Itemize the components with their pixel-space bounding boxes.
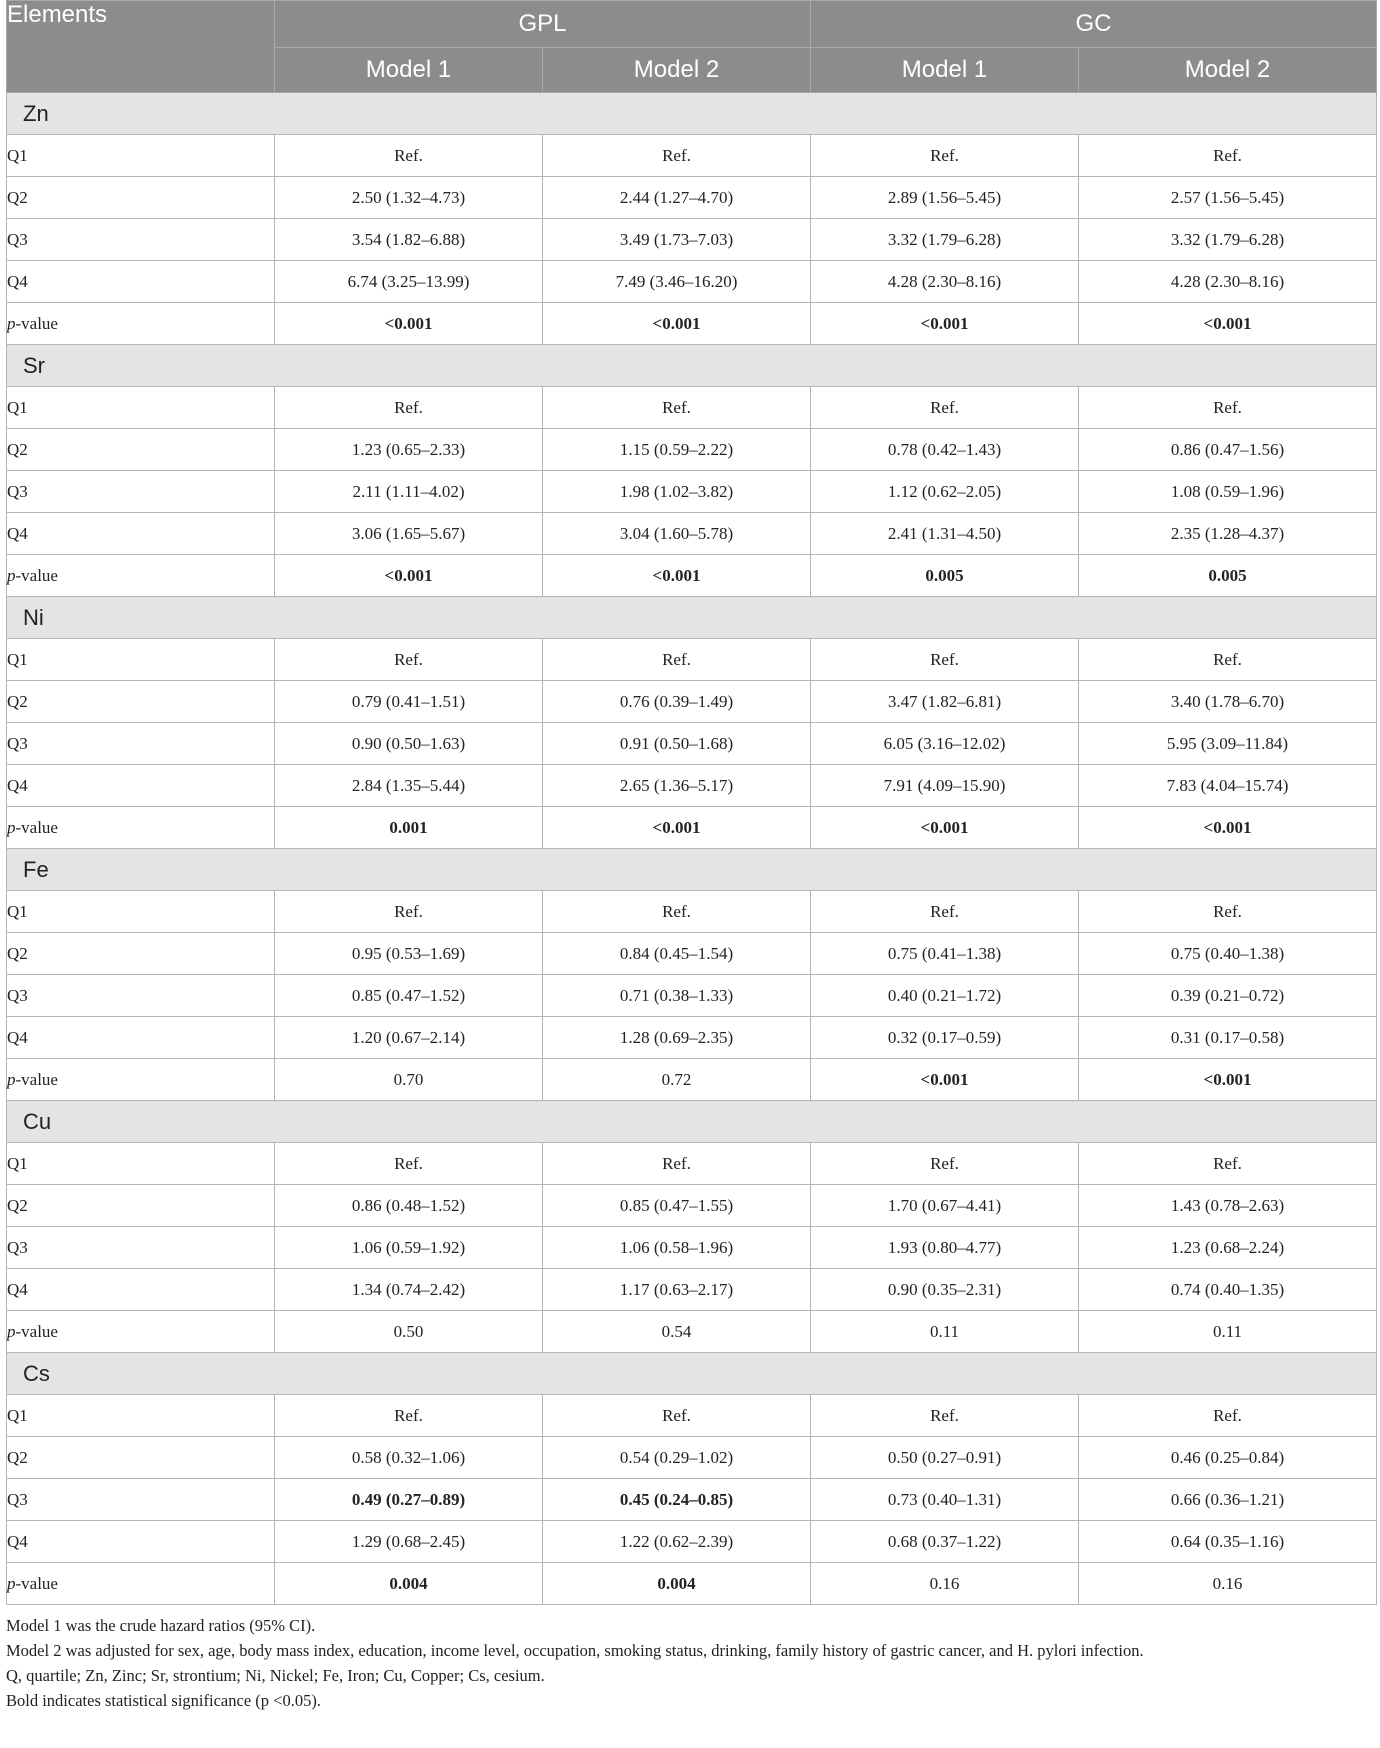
value-cell: Ref. — [811, 1143, 1079, 1185]
value-cell: Ref. — [275, 135, 543, 177]
value-cell: 0.90 (0.35–2.31) — [811, 1269, 1079, 1311]
quartile-label: Q4 — [7, 1521, 275, 1563]
value-cell: 1.70 (0.67–4.41) — [811, 1185, 1079, 1227]
elements-header: Elements — [7, 1, 275, 93]
model-header-gpl-2: Model 2 — [543, 48, 811, 93]
footnote: Q, quartile; Zn, Zinc; Sr, strontium; Ni, Nickel; Fe, Iron; Cu, Copper; Cs, cesium. — [6, 1666, 545, 1685]
value-cell: 7.83 (4.04–15.74) — [1079, 765, 1377, 807]
value-cell: 1.34 (0.74–2.42) — [275, 1269, 543, 1311]
value-cell: 0.85 (0.47–1.55) — [543, 1185, 811, 1227]
section-row-cs — [7, 1353, 1377, 1395]
table-row — [7, 219, 1377, 261]
value-cell: 0.84 (0.45–1.54) — [543, 933, 811, 975]
value-cell: Ref. — [1079, 1143, 1377, 1185]
value-cell: Ref. — [811, 387, 1079, 429]
section-row-zn — [7, 93, 1377, 135]
quartile-label: Q4 — [7, 513, 275, 555]
value-cell: 1.15 (0.59–2.22) — [543, 429, 811, 471]
value-cell: 6.74 (3.25–13.99) — [275, 261, 543, 303]
quartile-label: Q2 — [7, 681, 275, 723]
value-cell: 0.73 (0.40–1.31) — [811, 1479, 1079, 1521]
value-cell: <0.001 — [1079, 1059, 1377, 1101]
value-cell: 0.71 (0.38–1.33) — [543, 975, 811, 1017]
table-row — [7, 1185, 1377, 1227]
table-row — [7, 1143, 1377, 1185]
p-value-label: p-value — [7, 1311, 275, 1353]
value-cell: Ref. — [543, 135, 811, 177]
value-cell: 0.58 (0.32–1.06) — [275, 1437, 543, 1479]
p-value-label: p-value — [7, 555, 275, 597]
value-cell: <0.001 — [1079, 807, 1377, 849]
p-value-label: p-value — [7, 303, 275, 345]
value-cell: 0.40 (0.21–1.72) — [811, 975, 1079, 1017]
value-cell: 7.91 (4.09–15.90) — [811, 765, 1079, 807]
hazard-ratio-table — [6, 0, 1377, 1605]
value-cell: 1.23 (0.65–2.33) — [275, 429, 543, 471]
value-cell: 0.90 (0.50–1.63) — [275, 723, 543, 765]
value-cell: Ref. — [543, 1143, 811, 1185]
value-cell: 0.004 — [543, 1563, 811, 1605]
value-cell: 0.54 — [543, 1311, 811, 1353]
value-cell: 0.001 — [275, 807, 543, 849]
value-cell: 0.005 — [1079, 555, 1377, 597]
value-cell: 2.11 (1.11–4.02) — [275, 471, 543, 513]
table-row — [7, 135, 1377, 177]
value-cell: Ref. — [543, 387, 811, 429]
table-row — [7, 555, 1377, 597]
value-cell: 1.22 (0.62–2.39) — [543, 1521, 811, 1563]
table-row — [7, 1311, 1377, 1353]
table-row — [7, 975, 1377, 1017]
quartile-label: Q4 — [7, 1269, 275, 1311]
value-cell: <0.001 — [275, 555, 543, 597]
table-row — [7, 387, 1377, 429]
table-row — [7, 1017, 1377, 1059]
table-row — [7, 933, 1377, 975]
value-cell: 3.32 (1.79–6.28) — [1079, 219, 1377, 261]
quartile-label: Q1 — [7, 1143, 275, 1185]
value-cell: 3.54 (1.82–6.88) — [275, 219, 543, 261]
table-row — [7, 261, 1377, 303]
value-cell: 0.31 (0.17–0.58) — [1079, 1017, 1377, 1059]
value-cell: 0.64 (0.35–1.16) — [1079, 1521, 1377, 1563]
section-row-fe — [7, 849, 1377, 891]
value-cell: 0.72 — [543, 1059, 811, 1101]
value-cell: Ref. — [543, 1395, 811, 1437]
quartile-label: Q1 — [7, 639, 275, 681]
table-row — [7, 1563, 1377, 1605]
group-header-gc: GC — [811, 1, 1377, 48]
value-cell: Ref. — [543, 639, 811, 681]
value-cell: Ref. — [1079, 1395, 1377, 1437]
value-cell: Ref. — [275, 387, 543, 429]
value-cell: 0.68 (0.37–1.22) — [811, 1521, 1079, 1563]
value-cell: 0.54 (0.29–1.02) — [543, 1437, 811, 1479]
value-cell: 0.85 (0.47–1.52) — [275, 975, 543, 1017]
value-cell: 4.28 (2.30–8.16) — [811, 261, 1079, 303]
value-cell: 0.50 (0.27–0.91) — [811, 1437, 1079, 1479]
section-title: Cs — [7, 1353, 1377, 1395]
value-cell: 0.46 (0.25–0.84) — [1079, 1437, 1377, 1479]
value-cell: 2.84 (1.35–5.44) — [275, 765, 543, 807]
value-cell: 2.50 (1.32–4.73) — [275, 177, 543, 219]
footnote: Bold indicates statistical significance (p <0.05). — [6, 1691, 321, 1710]
value-cell: 0.78 (0.42–1.43) — [811, 429, 1079, 471]
value-cell: 3.06 (1.65–5.67) — [275, 513, 543, 555]
table-footnotes — [6, 1613, 1376, 1713]
value-cell: 1.93 (0.80–4.77) — [811, 1227, 1079, 1269]
value-cell: Ref. — [1079, 135, 1377, 177]
table-row — [7, 1227, 1377, 1269]
value-cell: 0.005 — [811, 555, 1079, 597]
value-cell: <0.001 — [811, 807, 1079, 849]
p-value-label: p-value — [7, 1563, 275, 1605]
value-cell: 5.95 (3.09–11.84) — [1079, 723, 1377, 765]
value-cell: 2.35 (1.28–4.37) — [1079, 513, 1377, 555]
value-cell: 1.98 (1.02–3.82) — [543, 471, 811, 513]
value-cell: 3.47 (1.82–6.81) — [811, 681, 1079, 723]
value-cell: 1.08 (0.59–1.96) — [1079, 471, 1377, 513]
value-cell: Ref. — [275, 891, 543, 933]
table-row — [7, 513, 1377, 555]
table-body — [7, 93, 1377, 1605]
section-row-ni — [7, 597, 1377, 639]
quartile-label: Q4 — [7, 765, 275, 807]
quartile-label: Q1 — [7, 891, 275, 933]
table-header — [7, 1, 1377, 93]
value-cell: <0.001 — [811, 1059, 1079, 1101]
value-cell: 7.49 (3.46–16.20) — [543, 261, 811, 303]
group-header-gpl: GPL — [275, 1, 811, 48]
table-row — [7, 1479, 1377, 1521]
section-title: Sr — [7, 345, 1377, 387]
value-cell: 0.32 (0.17–0.59) — [811, 1017, 1079, 1059]
quartile-label: Q4 — [7, 1017, 275, 1059]
section-title: Ni — [7, 597, 1377, 639]
table-row — [7, 681, 1377, 723]
footnote: Model 2 was adjusted for sex, age, body mass index, education, income level, occupation, smoking status, drinking, family history of gastric cancer, and H. pylori infection. — [6, 1641, 1144, 1660]
table-row — [7, 1437, 1377, 1479]
value-cell: 0.91 (0.50–1.68) — [543, 723, 811, 765]
value-cell: 3.32 (1.79–6.28) — [811, 219, 1079, 261]
header-row-groups — [7, 1, 1377, 48]
value-cell: 0.004 — [275, 1563, 543, 1605]
quartile-label: Q3 — [7, 723, 275, 765]
value-cell: <0.001 — [275, 303, 543, 345]
value-cell: 3.04 (1.60–5.78) — [543, 513, 811, 555]
section-title: Cu — [7, 1101, 1377, 1143]
quartile-label: Q1 — [7, 135, 275, 177]
quartile-label: Q3 — [7, 219, 275, 261]
value-cell: 0.11 — [811, 1311, 1079, 1353]
value-cell: 2.57 (1.56–5.45) — [1079, 177, 1377, 219]
section-title: Zn — [7, 93, 1377, 135]
value-cell: Ref. — [1079, 639, 1377, 681]
value-cell: <0.001 — [811, 303, 1079, 345]
table-row — [7, 723, 1377, 765]
value-cell: Ref. — [1079, 891, 1377, 933]
value-cell: 0.70 — [275, 1059, 543, 1101]
value-cell: 0.74 (0.40–1.35) — [1079, 1269, 1377, 1311]
value-cell: 1.06 (0.59–1.92) — [275, 1227, 543, 1269]
table-row — [7, 1521, 1377, 1563]
quartile-label: Q2 — [7, 429, 275, 471]
table-row — [7, 1395, 1377, 1437]
table-row — [7, 1059, 1377, 1101]
value-cell: Ref. — [811, 1395, 1079, 1437]
value-cell: Ref. — [811, 639, 1079, 681]
value-cell: 1.17 (0.63–2.17) — [543, 1269, 811, 1311]
table-row — [7, 765, 1377, 807]
model-header-gc-1: Model 1 — [811, 48, 1079, 93]
table-row — [7, 429, 1377, 471]
quartile-label: Q3 — [7, 1479, 275, 1521]
value-cell: 0.66 (0.36–1.21) — [1079, 1479, 1377, 1521]
value-cell: 3.40 (1.78–6.70) — [1079, 681, 1377, 723]
value-cell: Ref. — [1079, 387, 1377, 429]
quartile-label: Q3 — [7, 471, 275, 513]
value-cell: 0.79 (0.41–1.51) — [275, 681, 543, 723]
value-cell: 0.16 — [811, 1563, 1079, 1605]
value-cell: 0.50 — [275, 1311, 543, 1353]
p-value-label: p-value — [7, 1059, 275, 1101]
quartile-label: Q2 — [7, 1185, 275, 1227]
value-cell: 0.75 (0.41–1.38) — [811, 933, 1079, 975]
value-cell: 0.86 (0.48–1.52) — [275, 1185, 543, 1227]
value-cell: 0.76 (0.39–1.49) — [543, 681, 811, 723]
table-row — [7, 471, 1377, 513]
table-figure — [6, 0, 1376, 1713]
value-cell: <0.001 — [1079, 303, 1377, 345]
quartile-label: Q3 — [7, 1227, 275, 1269]
model-header-gc-2: Model 2 — [1079, 48, 1377, 93]
value-cell: 1.28 (0.69–2.35) — [543, 1017, 811, 1059]
table-row — [7, 639, 1377, 681]
quartile-label: Q4 — [7, 261, 275, 303]
footnote: Model 1 was the crude hazard ratios (95% CI). — [6, 1616, 316, 1635]
value-cell: 0.75 (0.40–1.38) — [1079, 933, 1377, 975]
value-cell: 2.41 (1.31–4.50) — [811, 513, 1079, 555]
value-cell: 0.16 — [1079, 1563, 1377, 1605]
value-cell: 0.86 (0.47–1.56) — [1079, 429, 1377, 471]
value-cell: 2.65 (1.36–5.17) — [543, 765, 811, 807]
section-title: Fe — [7, 849, 1377, 891]
value-cell: 0.49 (0.27–0.89) — [275, 1479, 543, 1521]
value-cell: 0.11 — [1079, 1311, 1377, 1353]
section-row-sr — [7, 345, 1377, 387]
value-cell: Ref. — [275, 1143, 543, 1185]
value-cell: Ref. — [811, 891, 1079, 933]
quartile-label: Q2 — [7, 177, 275, 219]
value-cell: 1.29 (0.68–2.45) — [275, 1521, 543, 1563]
model-header-gpl-1: Model 1 — [275, 48, 543, 93]
value-cell: <0.001 — [543, 555, 811, 597]
quartile-label: Q1 — [7, 387, 275, 429]
p-value-label: p-value — [7, 807, 275, 849]
value-cell: 0.95 (0.53–1.69) — [275, 933, 543, 975]
table-row — [7, 807, 1377, 849]
value-cell: Ref. — [275, 1395, 543, 1437]
value-cell: 0.45 (0.24–0.85) — [543, 1479, 811, 1521]
value-cell: Ref. — [543, 891, 811, 933]
table-row — [7, 303, 1377, 345]
value-cell: <0.001 — [543, 303, 811, 345]
value-cell: 1.43 (0.78–2.63) — [1079, 1185, 1377, 1227]
value-cell: 6.05 (3.16–12.02) — [811, 723, 1079, 765]
value-cell: 4.28 (2.30–8.16) — [1079, 261, 1377, 303]
value-cell: 1.12 (0.62–2.05) — [811, 471, 1079, 513]
value-cell: 2.89 (1.56–5.45) — [811, 177, 1079, 219]
value-cell: Ref. — [275, 639, 543, 681]
table-row — [7, 177, 1377, 219]
value-cell: 1.23 (0.68–2.24) — [1079, 1227, 1377, 1269]
value-cell: 3.49 (1.73–7.03) — [543, 219, 811, 261]
section-row-cu — [7, 1101, 1377, 1143]
quartile-label: Q2 — [7, 933, 275, 975]
value-cell: <0.001 — [543, 807, 811, 849]
quartile-label: Q1 — [7, 1395, 275, 1437]
quartile-label: Q2 — [7, 1437, 275, 1479]
table-row — [7, 891, 1377, 933]
value-cell: 1.20 (0.67–2.14) — [275, 1017, 543, 1059]
table-row — [7, 1269, 1377, 1311]
value-cell: Ref. — [811, 135, 1079, 177]
value-cell: 1.06 (0.58–1.96) — [543, 1227, 811, 1269]
value-cell: 0.39 (0.21–0.72) — [1079, 975, 1377, 1017]
value-cell: 2.44 (1.27–4.70) — [543, 177, 811, 219]
quartile-label: Q3 — [7, 975, 275, 1017]
